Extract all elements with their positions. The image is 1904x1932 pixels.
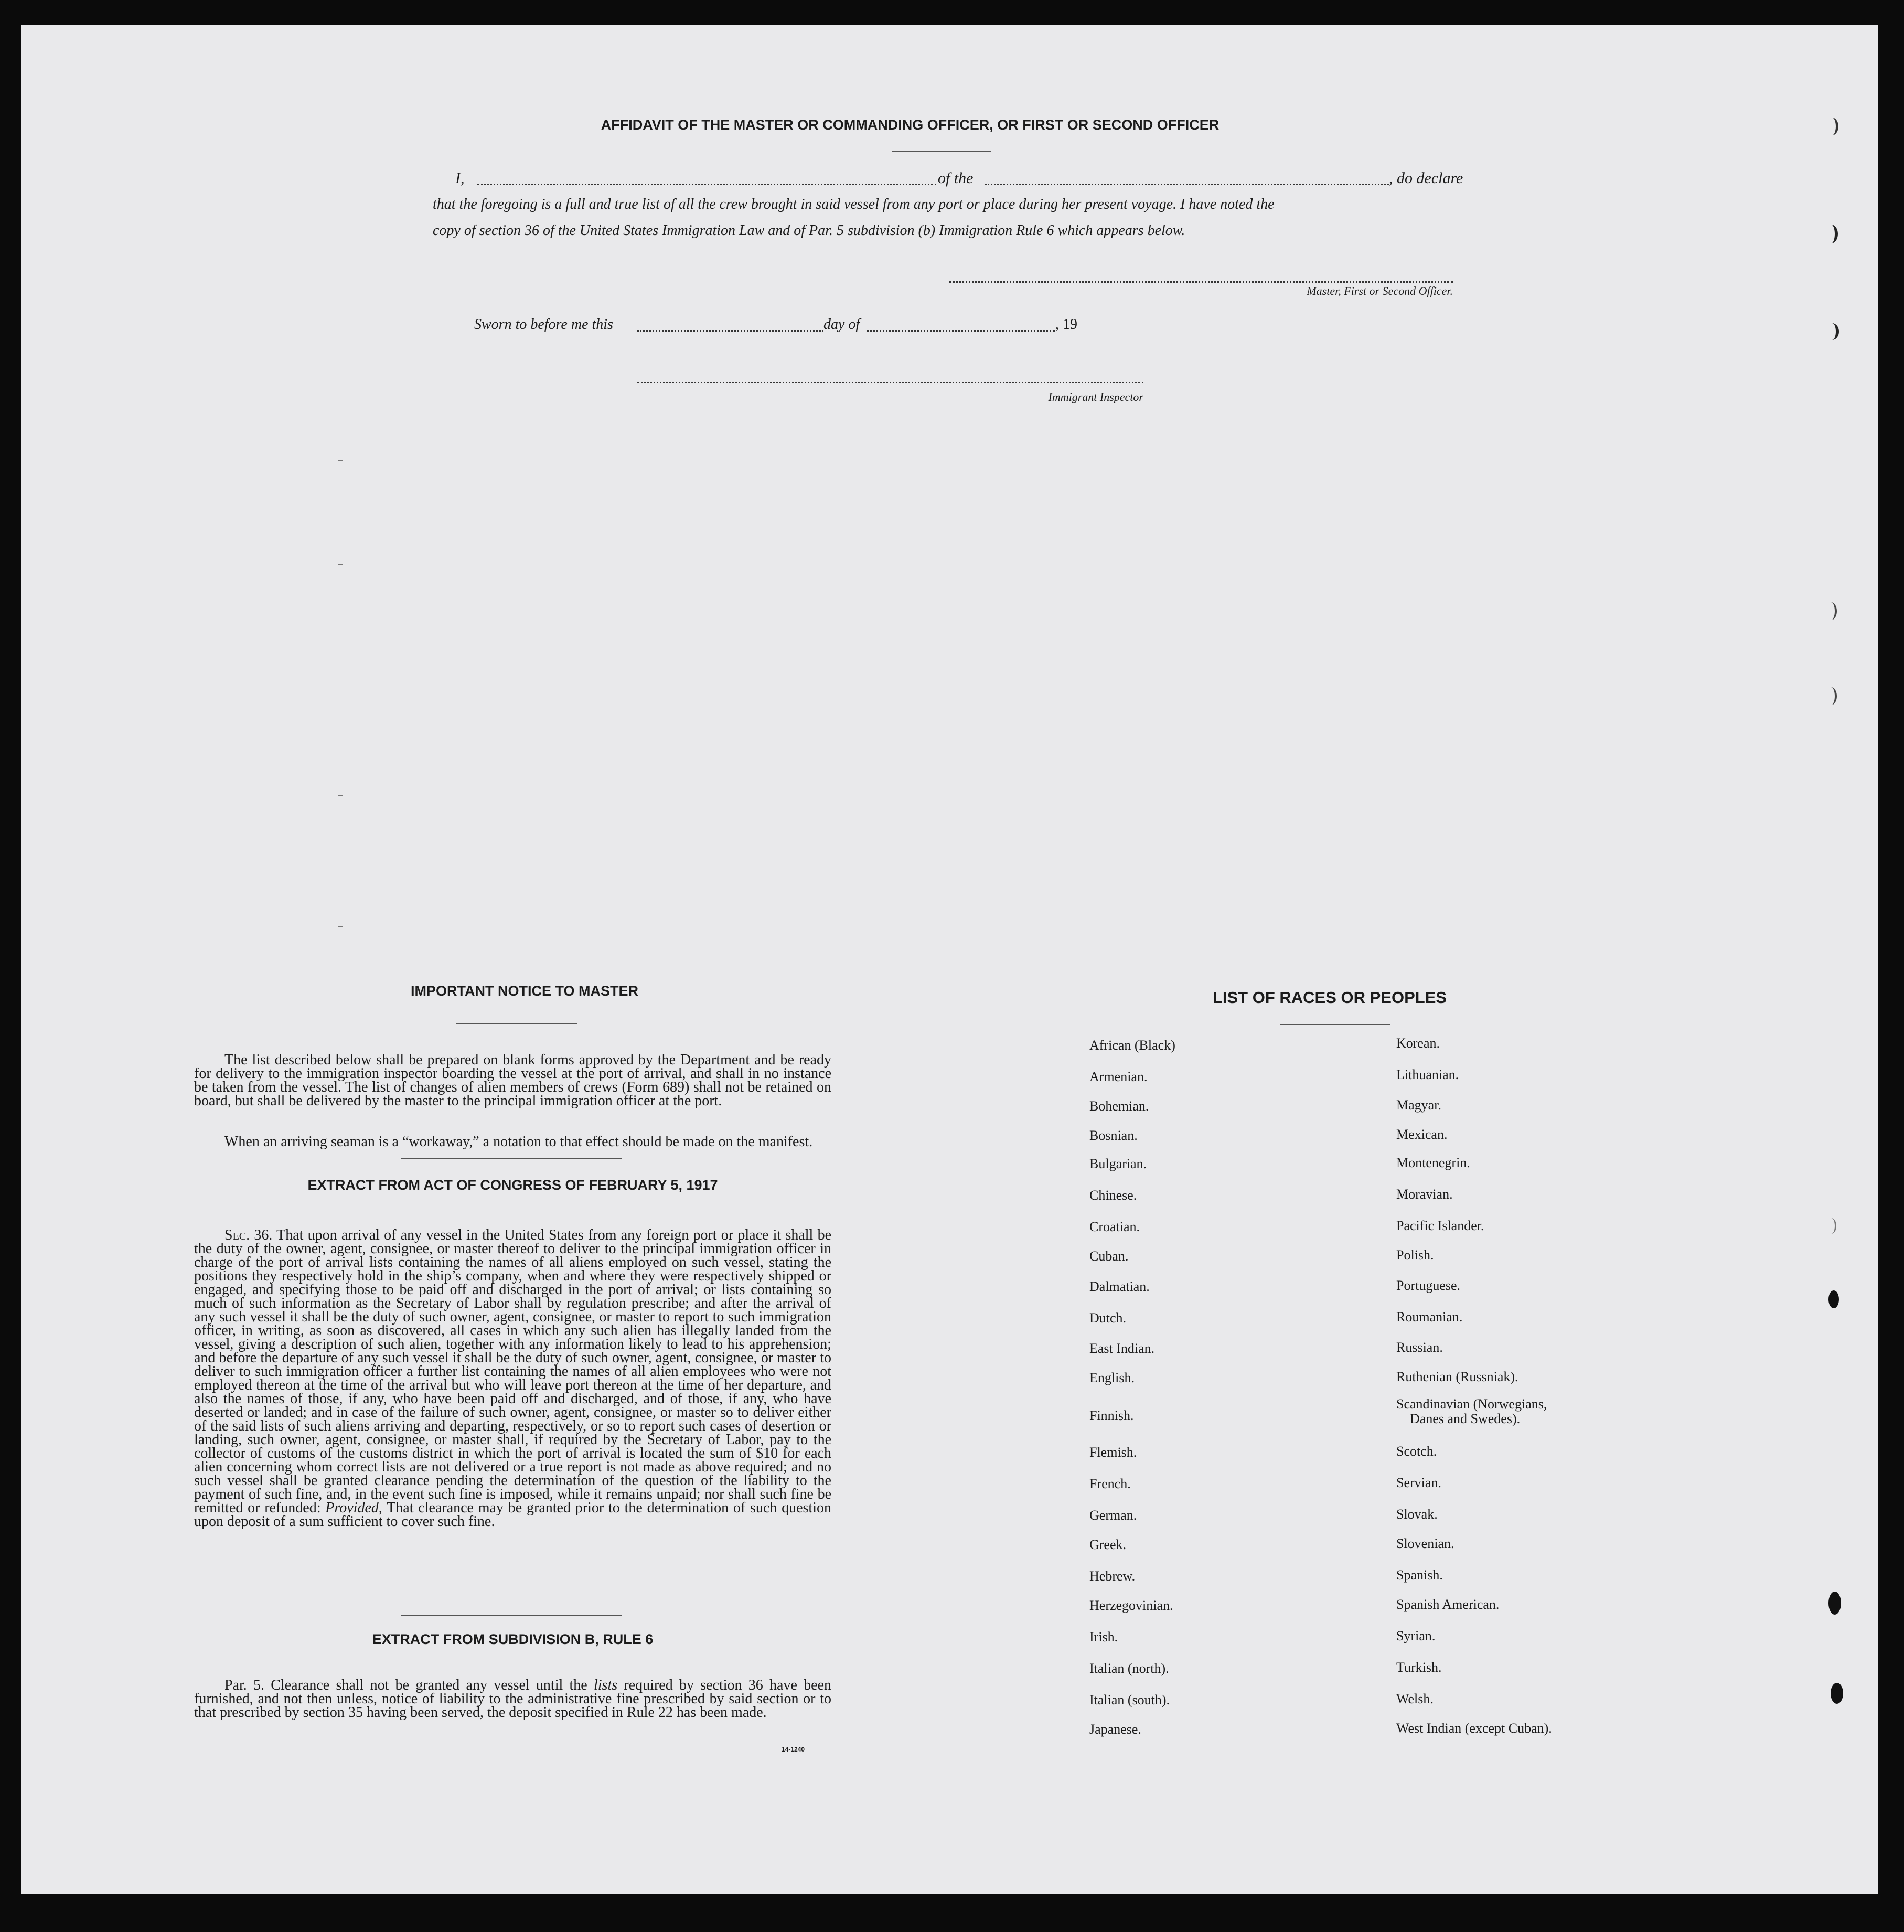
lists-word: lists	[594, 1677, 618, 1693]
form-number: 14-1240	[782, 1746, 805, 1753]
race-item: Spanish.	[1396, 1567, 1443, 1583]
races-title-rule	[1280, 1024, 1390, 1025]
race-item: English.	[1089, 1370, 1135, 1385]
inspector-signature-line[interactable]	[637, 382, 1143, 383]
race-item: Montenegrin.	[1396, 1155, 1470, 1170]
race-item: Servian.	[1396, 1475, 1441, 1490]
race-item: Bosnian.	[1089, 1128, 1138, 1143]
punch-hole	[1828, 1290, 1839, 1308]
punch-hole	[1825, 118, 1838, 135]
margin-tick	[338, 795, 343, 796]
affidavit-title: AFFIDAVIT OF THE MASTER OR COMMANDING OFFICER, OR FIRST OR SECOND OFFICER	[601, 117, 1220, 133]
race-item: Greek.	[1089, 1537, 1127, 1552]
affidavit-declare: , do declare	[1389, 169, 1463, 187]
notice-paragraph: The list described below shall be prepared on blank forms approved by the Department and be ready for delivery to the immigration inspector boarding the vessel at the port of arrival, and shall in no instance be taken from the vessel. The list of changes of alien members of crews (Form 689) shall not be retained on board, but shall be delivered by the master to the principal immigration officer at the port.	[194, 1052, 831, 1109]
race-item: Japanese.	[1089, 1722, 1141, 1737]
race-item: Bulgarian.	[1089, 1156, 1147, 1171]
section-body: That upon arrival of any vessel in the United States from any foreign port or place it shall be the duty of the owner, agent, consignee, or master thereof to deliver to the principal immigration officer in charge of the port of arrival lists containing the names of all aliens employed on such vessel, stating the positions they respectively hold in the ship’s company, when and where they were respectively shipped or engaged, and specifying those to be paid off and discharged in the port of arrival; or lists containing so much of such information as the Secretary of Labor shall by regulation prescribe; and after the arrival of any such vessel it shall be the duty of such owner, agent, consignee, or master to report to such immigration officer, in writing, as soon as discovered, all cases in which any such alien has illegally landed from the vessel, giving a description of such alien, together with any information likely to lead to his apprehension; and before the departure of any such vessel it shall be the duty of such owner, agent, consignee, or master to deliver to such immigration officer a further list containing the names of all alien employees who were not employed thereon at the time of the arrival but who will leave port thereon at the time of her departure, and also the names of those, if any, who have been paid off and discharged, and of those, if any, who have deserted or landed; and in case of the failure of such owner, agent, consignee, or master so to deliver either of the said lists of such aliens arriving and departing, respectively, or so to report such cases of desertion or landing, such owner, agent, consignee, or master shall, if required by the Secretary of Labor, pay to the collector of customs of the customs district in which the port of arrival is located the sum of $10 for each alien concerning whom correct lists are not delivered or a true report is not made as above required; and no such vessel shall be granted clearance pending the determination of the question of the liability to the payment of such fine, and, in the event such fine is imposed, while it remains unpaid; nor shall such fine be remitted or refunded:	[194, 1227, 831, 1516]
race-item: Korean.	[1396, 1036, 1440, 1051]
race-item: Italian (south).	[1089, 1692, 1170, 1707]
race-item: Finnish.	[1089, 1408, 1134, 1423]
affidavit-title-rule	[892, 151, 991, 152]
rule-text-b: required by section 36 have been furnished, and not then unless, notice of liability to the administrative fine prescribed by said section or to that prescribed by section 35 having been served, the deposit specified in Rule 22 has been made.	[194, 1677, 832, 1721]
race-item: African (Black)	[1089, 1038, 1175, 1053]
race-item: Dalmatian.	[1089, 1279, 1150, 1294]
race-item: Moravian.	[1396, 1187, 1453, 1202]
race-item: Turkish.	[1396, 1660, 1442, 1675]
punch-hole	[1824, 225, 1838, 243]
race-item: Roumanian.	[1396, 1309, 1463, 1325]
race-item: Cuban.	[1089, 1248, 1129, 1264]
race-item: West Indian (except Cuban).	[1396, 1721, 1552, 1736]
race-item: Chinese.	[1089, 1188, 1137, 1203]
extract-rule-title: EXTRACT FROM SUBDIVISION B, RULE 6	[372, 1631, 654, 1647]
race-item: Slovenian.	[1396, 1536, 1454, 1551]
race-item: Scandinavian (Norwegians,	[1396, 1396, 1547, 1412]
race-item: Pacific Islander.	[1396, 1218, 1484, 1233]
punch-hole	[1828, 1592, 1841, 1615]
provided-word: Provided,	[325, 1500, 382, 1516]
punch-hole	[1825, 323, 1839, 340]
notice-title-rule	[456, 1023, 577, 1024]
race-item: Russian.	[1396, 1340, 1443, 1355]
name-field[interactable]	[477, 184, 936, 185]
race-item: French.	[1089, 1476, 1131, 1491]
race-item: Bohemian.	[1089, 1098, 1149, 1114]
race-item: Scotch.	[1396, 1444, 1437, 1459]
affidavit-of-the: of the	[938, 169, 974, 187]
sworn-day-field[interactable]	[637, 330, 823, 332]
sworn-prefix: Sworn to before me this	[474, 316, 613, 333]
race-item: Polish.	[1396, 1247, 1434, 1263]
punch-hole	[1825, 687, 1837, 705]
race-item: Flemish.	[1089, 1445, 1137, 1460]
punch-hole	[1831, 1683, 1843, 1704]
section-divider	[401, 1615, 622, 1616]
race-item: Hebrew.	[1089, 1568, 1136, 1584]
sworn-month-field[interactable]	[867, 330, 1055, 332]
race-item: Spanish American.	[1396, 1597, 1500, 1612]
master-signature-line[interactable]	[949, 281, 1453, 283]
section-body-end: That clearance may be granted prior to the determination of such question upon deposit of a sum sufficient to cover such fine.	[194, 1500, 831, 1530]
margin-tick	[338, 926, 343, 927]
notice-workaway-paragraph: When an arriving seaman is a “workaway,” a notation to that effect should be made on the manifest.	[224, 1134, 813, 1150]
section-divider	[401, 1158, 622, 1159]
race-item: Italian (north).	[1089, 1661, 1169, 1676]
race-item: Croatian.	[1089, 1219, 1140, 1234]
race-item: Dutch.	[1089, 1310, 1127, 1326]
race-item: Irish.	[1089, 1629, 1118, 1645]
rule-6-text	[194, 1679, 831, 1720]
races-title: LIST OF RACES OR PEOPLES	[1212, 988, 1447, 1007]
race-item: German.	[1089, 1508, 1137, 1523]
margin-tick	[338, 460, 343, 461]
race-item: Herzegovinian.	[1089, 1598, 1173, 1613]
affidavit-i: I,	[455, 169, 465, 187]
inspector-label: Immigrant Inspector	[1048, 390, 1143, 403]
race-item: East Indian.	[1089, 1341, 1155, 1356]
race-item: Danes and Swedes).	[1410, 1411, 1521, 1426]
race-item: Magyar.	[1396, 1097, 1441, 1113]
race-item: Lithuanian.	[1396, 1067, 1459, 1082]
sworn-day-of: day of	[823, 316, 860, 333]
extract-congress-title: EXTRACT FROM ACT OF CONGRESS OF FEBRUARY 5, 1917	[307, 1177, 718, 1193]
margin-tick	[338, 564, 343, 565]
race-item: Welsh.	[1396, 1691, 1434, 1706]
race-item: Portuguese.	[1396, 1278, 1461, 1293]
punch-hole	[1826, 1218, 1836, 1234]
rule-text-a: Par. 5. Clearance shall not be granted any vessel until the	[224, 1677, 587, 1693]
section-label: Sec. 36.	[224, 1227, 273, 1243]
affidavit-line3: copy of section 36 of the United States Immigration Law and of Par. 5 subdivision (b) Immigration Rule 6 which appears below.	[433, 222, 1185, 239]
sworn-year: , 19	[1055, 316, 1077, 333]
vessel-field[interactable]	[985, 184, 1389, 185]
race-item: Mexican.	[1396, 1127, 1448, 1142]
section-36-text	[194, 1229, 831, 1529]
document-page	[21, 25, 1878, 1894]
master-label: Master, First or Second Officer.	[1307, 284, 1453, 297]
race-item: Syrian.	[1396, 1628, 1436, 1643]
punch-hole	[1825, 602, 1837, 620]
affidavit-line2: that the foregoing is a full and true list of all the crew brought in said vessel from any port or place during her present voyage. I have noted the	[433, 196, 1275, 212]
race-item: Armenian.	[1089, 1069, 1148, 1084]
race-item: Slovak.	[1396, 1507, 1438, 1522]
notice-title: IMPORTANT NOTICE TO MASTER	[411, 983, 638, 999]
race-item: Ruthenian (Russniak).	[1396, 1369, 1518, 1384]
